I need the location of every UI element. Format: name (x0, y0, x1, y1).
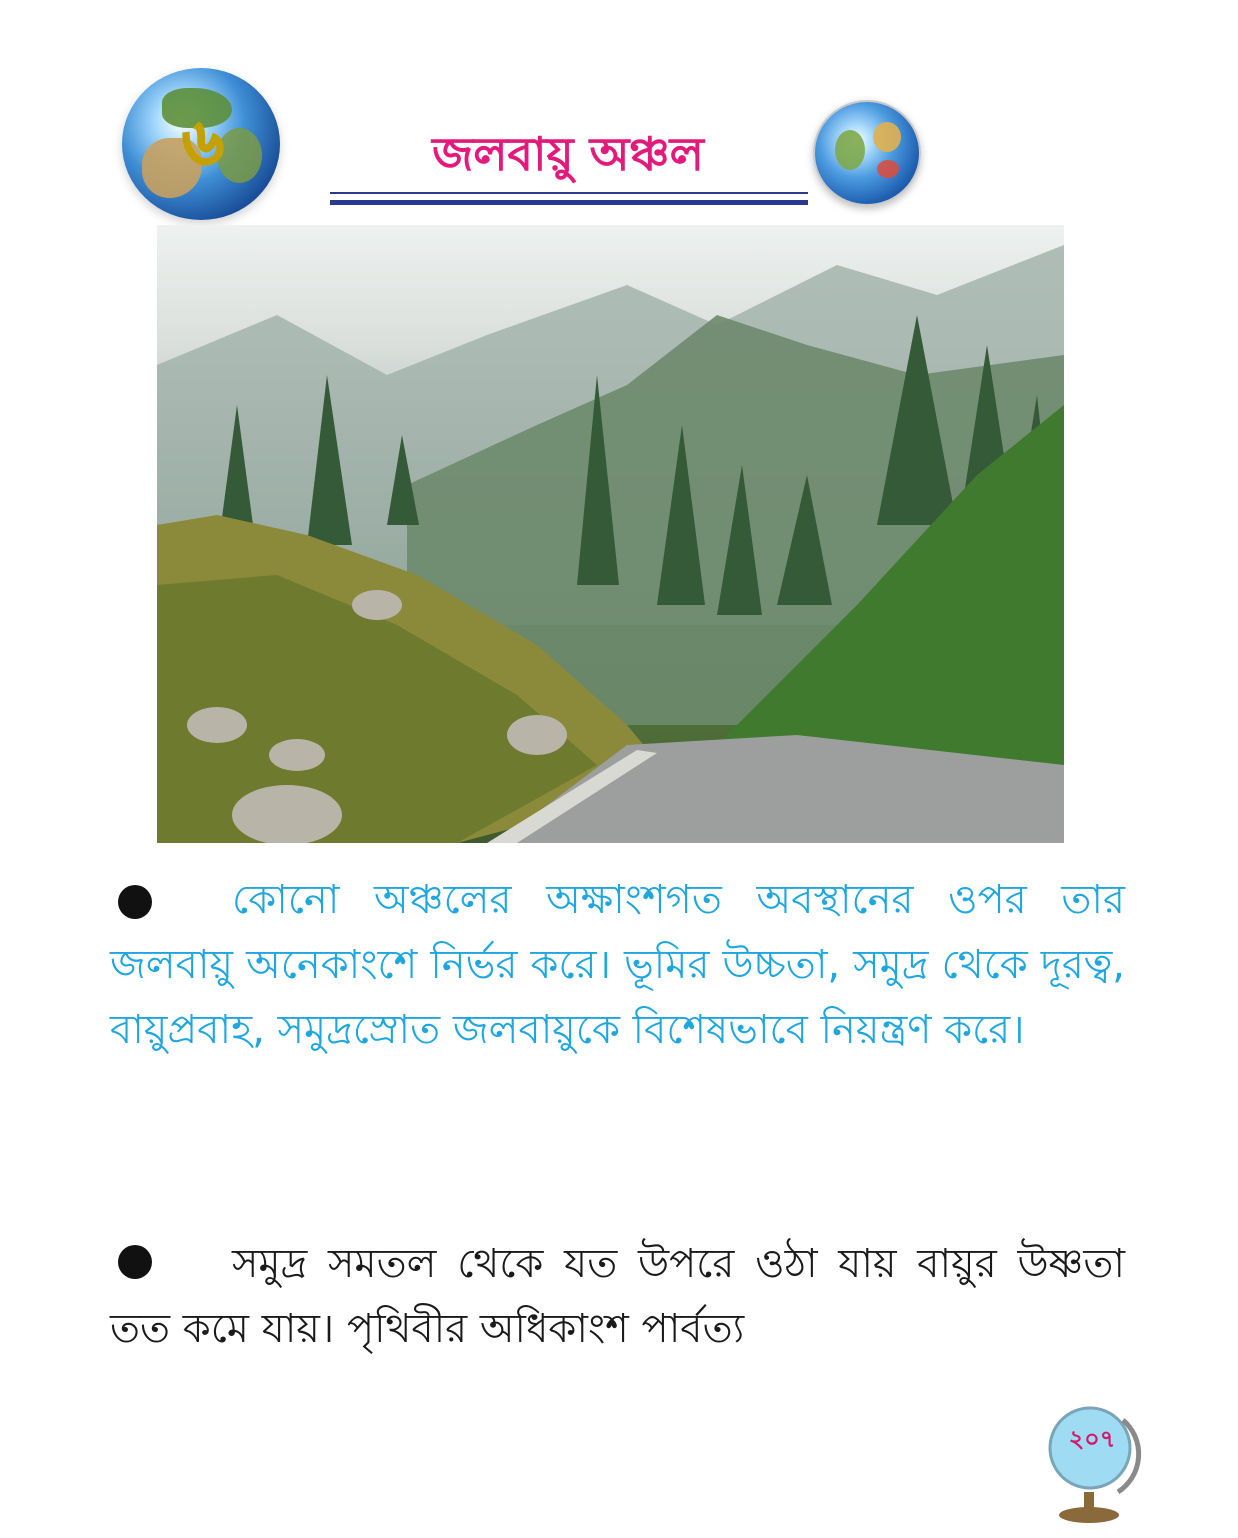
page-number: ২০৭ (1068, 1425, 1116, 1453)
chapter-number: ৬ (182, 106, 224, 180)
page-title: জলবায়ু অঞ্চল (432, 127, 704, 181)
title-underline (330, 192, 808, 194)
page-number-globe-icon (1038, 1400, 1156, 1530)
paragraph-altitude-temperature: সমুদ্র সমতল থেকে যত উপরে ওঠা যায় বায়ুর উষ্ণতা তত কমে যায়। পৃথিবীর অধিকাংশ পার্বত্য (110, 1241, 1125, 1352)
paragraph-climate-factors: কোনো অঞ্চলের অক্ষাংশগত অবস্থানের ওপর তার জলবায়ু অনেকাংশে নির্ভর করে। ভূমির উচ্চতা, সমুদ্র থেকে দূরত্ব, বায়ুপ্রবাহ, সমুদ্রস্রোত জলবায়ুকে বিশেষভাবে নিয়ন্ত্রণ করে। (110, 877, 1125, 1053)
mountain-forest-road-photo (157, 225, 1064, 843)
title-underline-thick (330, 200, 808, 205)
earth-globe-icon (813, 100, 921, 206)
